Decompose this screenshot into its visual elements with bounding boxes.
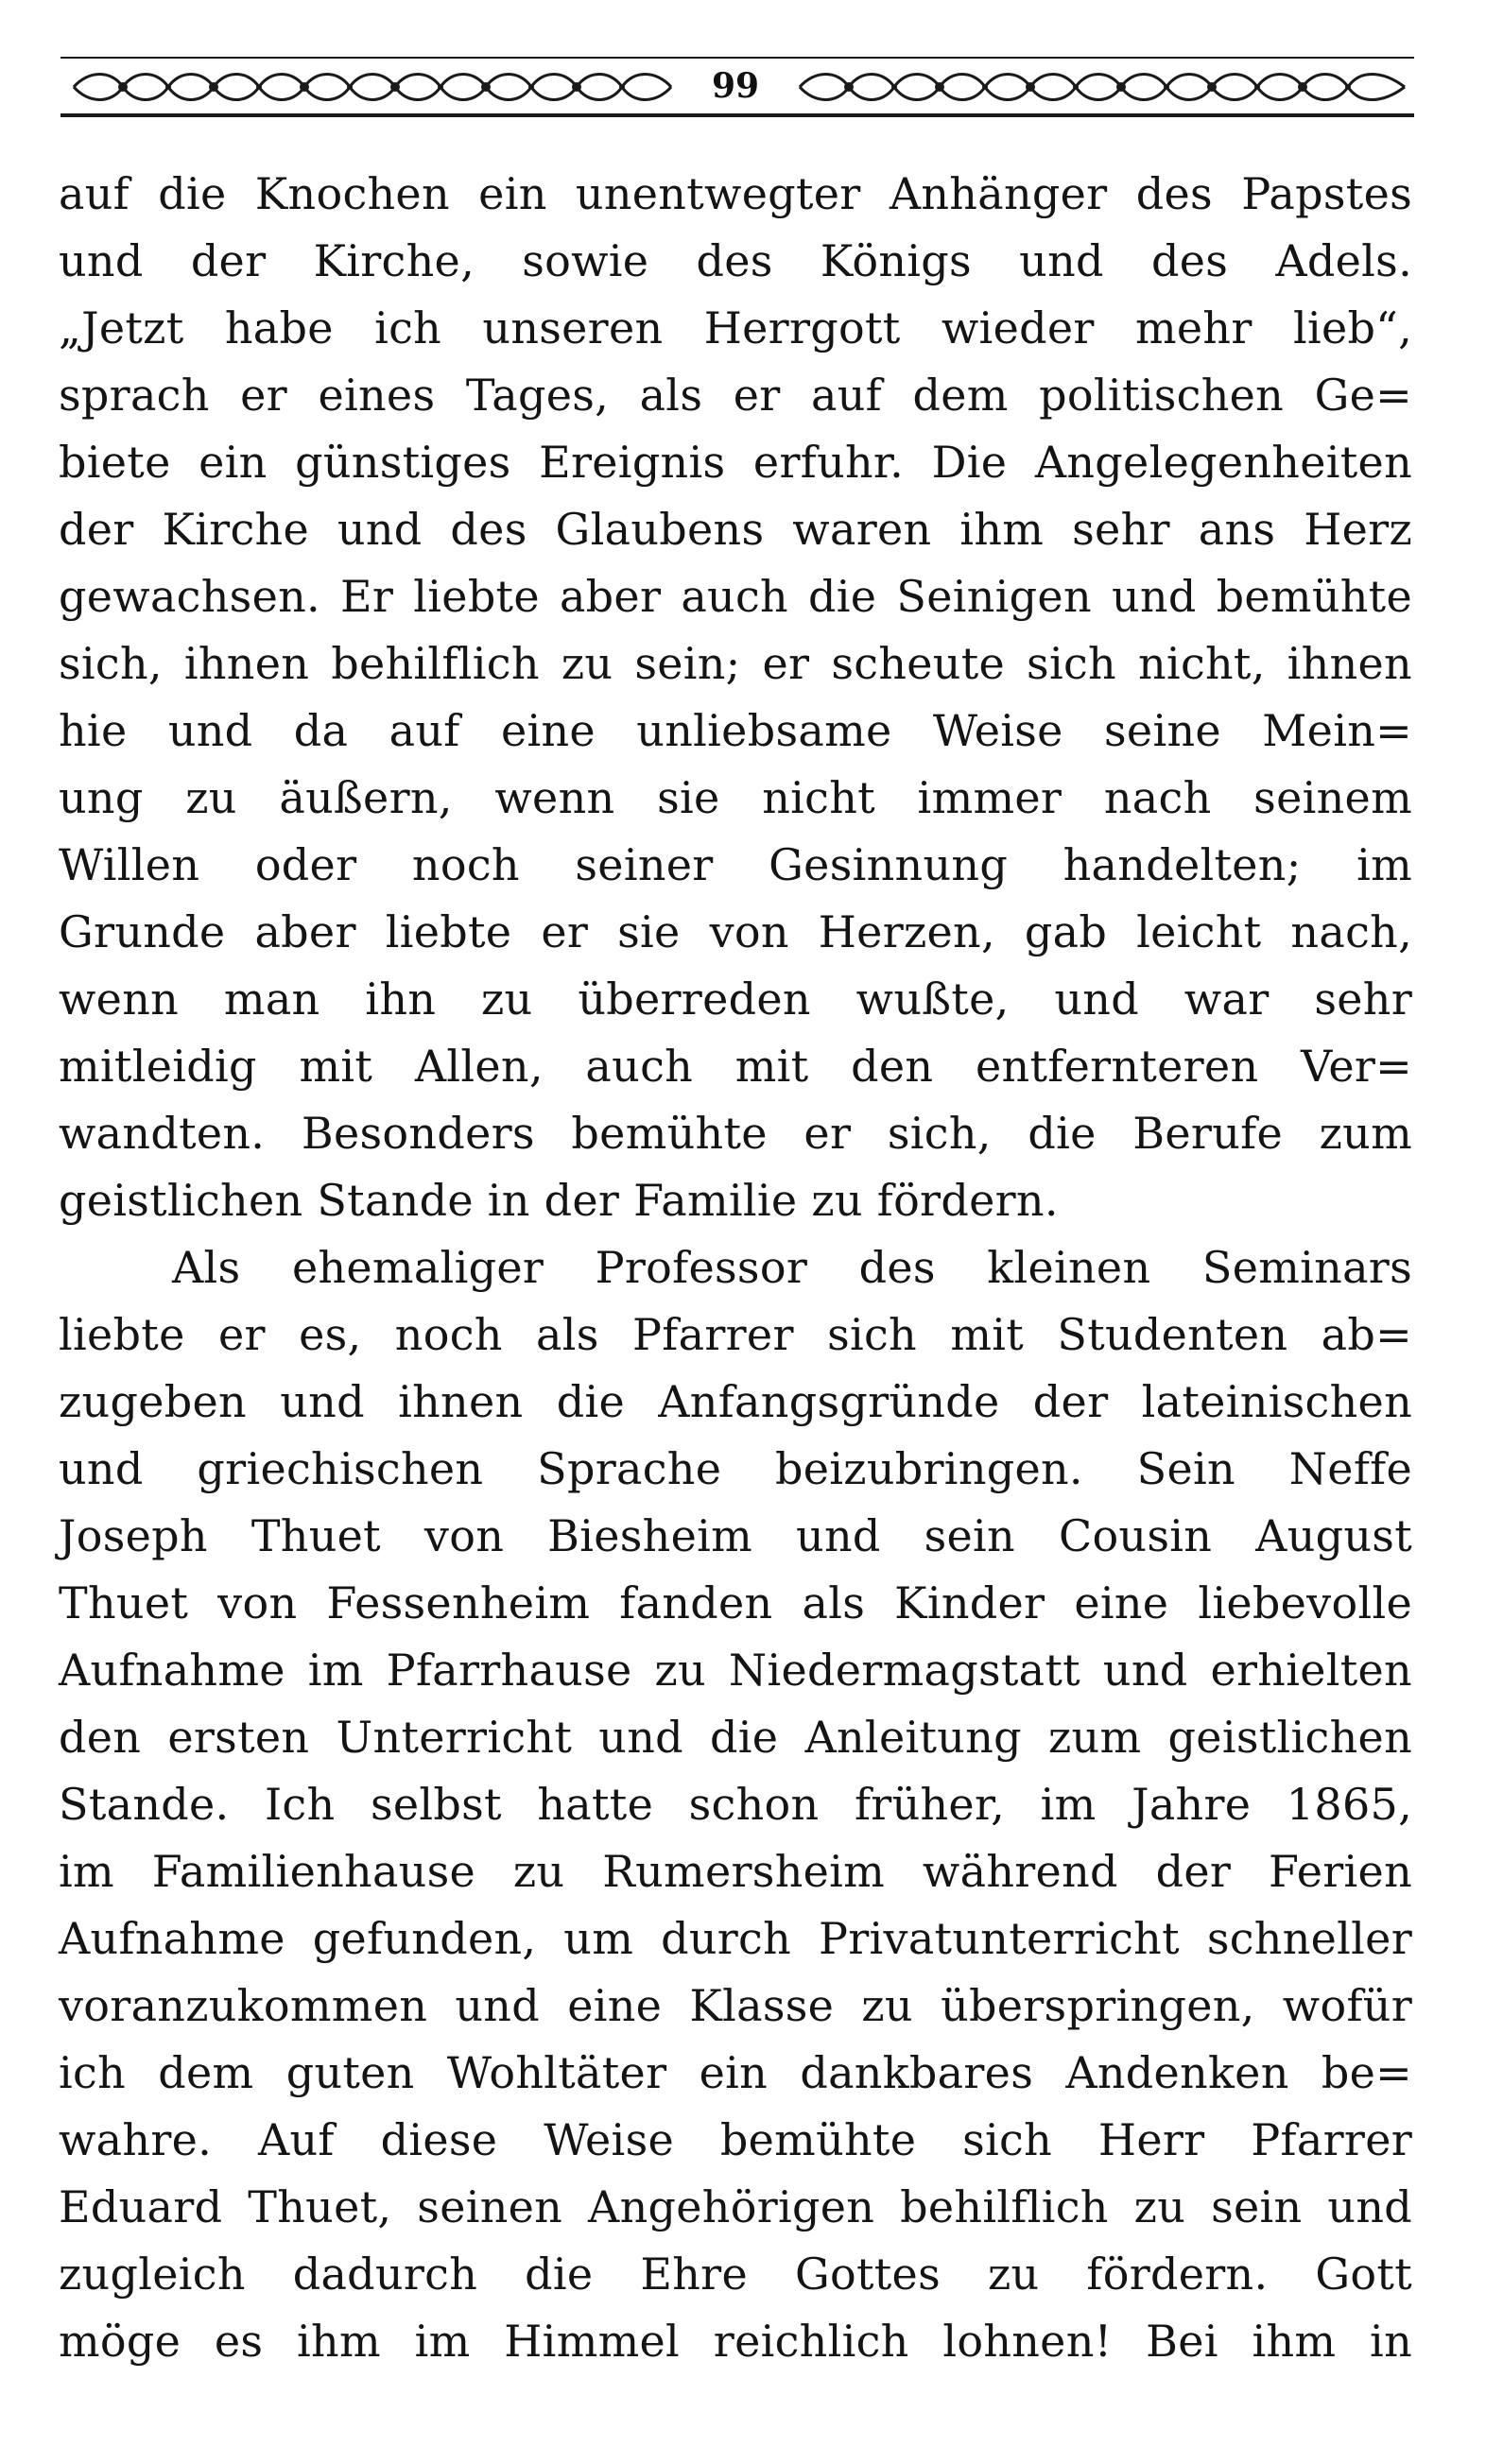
text-line: und der Kirche, sowie des Königs und des Adels. (59, 235, 1412, 286)
text-line: Joseph Thuet von Biesheim und sein Cousin August (59, 1510, 1412, 1561)
text-line: Als ehemaliger Professor des kleinen Seminars (172, 1242, 1412, 1293)
text-line: voranzukommen und eine Klasse zu überspringen, wofür (59, 1980, 1412, 2031)
text-line: sich, ihnen behilflich zu sein; er scheute sich nicht, ihnen (59, 638, 1412, 689)
header-ornament-left (70, 66, 675, 108)
header-bottom-rule (60, 113, 1414, 117)
text-line: gewachsen. Er liebte aber auch die Seinigen und bemühte (59, 571, 1412, 622)
text-line: mitleidig mit Allen, auch mit den entfernteren Ver= (59, 1041, 1412, 1092)
text-line: liebte er es, noch als Pfarrer sich mit Studenten ab= (59, 1309, 1412, 1360)
paragraph-1 (59, 161, 1412, 1234)
text-line: sprach er eines Tages, als er auf dem politischen Ge= (59, 370, 1412, 421)
header-top-rule (60, 57, 1414, 59)
text-line: zugeben und ihnen die Anfangsgründe der lateinischen (59, 1376, 1412, 1427)
text-line: geistlichen Stande in der Familie zu fördern. (59, 1175, 1059, 1226)
text-line: und griechischen Sprache beizubringen. Sein Neffe (59, 1443, 1412, 1494)
text-line: Stande. Ich selbst hatte schon früher, im Jahre 1865, (59, 1779, 1412, 1830)
text-line: Willen oder noch seiner Gesinnung handelten; im (59, 839, 1412, 890)
text-line: hie und da auf eine unliebsame Weise seine Mein= (59, 705, 1412, 756)
text-line: Aufnahme im Pfarrhause zu Niedermagstatt und erhielten (59, 1645, 1412, 1696)
text-line: wahre. Auf diese Weise bemühte sich Herr Pfarrer (59, 2114, 1412, 2165)
text-line: auf die Knochen ein unentwegter Anhänger des Papstes (59, 168, 1412, 219)
text-line: im Familienhause zu Rumersheim während der Ferien (59, 1846, 1412, 1897)
body-text (59, 161, 1412, 2375)
page-header (60, 53, 1414, 129)
page-number: 99 (711, 66, 760, 106)
text-line: der Kirche und des Glaubens waren ihm sehr ans Herz (59, 504, 1412, 555)
text-line: biete ein günstiges Ereignis erfuhr. Die Angelegenheiten (59, 437, 1412, 488)
text-line: den ersten Unterricht und die Anleitung zum geistlichen (59, 1712, 1412, 1763)
text-line: möge es ihm im Himmel reichlich lohnen! Bei ihm in (59, 2316, 1412, 2367)
text-line: Thuet von Fessenheim fanden als Kinder eine liebevolle (59, 1577, 1412, 1628)
text-line: Grunde aber liebte er sie von Herzen, gab leicht nach, (59, 906, 1412, 957)
text-line: wandten. Besonders bemühte er sich, die Berufe zum (59, 1108, 1412, 1159)
text-line: wenn man ihn zu überreden wußte, und war sehr (59, 974, 1412, 1025)
text-line: Aufnahme gefunden, um durch Privatunterricht schneller (59, 1913, 1412, 1964)
text-line: Eduard Thuet, seinen Angehörigen behilflich zu sein und (59, 2181, 1412, 2232)
text-line: ung zu äußern, wenn sie nicht immer nach seinem (59, 772, 1412, 823)
paragraph-2 (59, 1234, 1412, 2375)
text-line: zugleich dadurch die Ehre Gottes zu fördern. Gott (59, 2249, 1412, 2300)
text-line: „Jetzt habe ich unseren Herrgott wieder mehr lieb“, (59, 302, 1412, 353)
text-line: ich dem guten Wohltäter ein dankbares Andenken be= (59, 2047, 1412, 2098)
header-ornament-right (796, 66, 1408, 108)
